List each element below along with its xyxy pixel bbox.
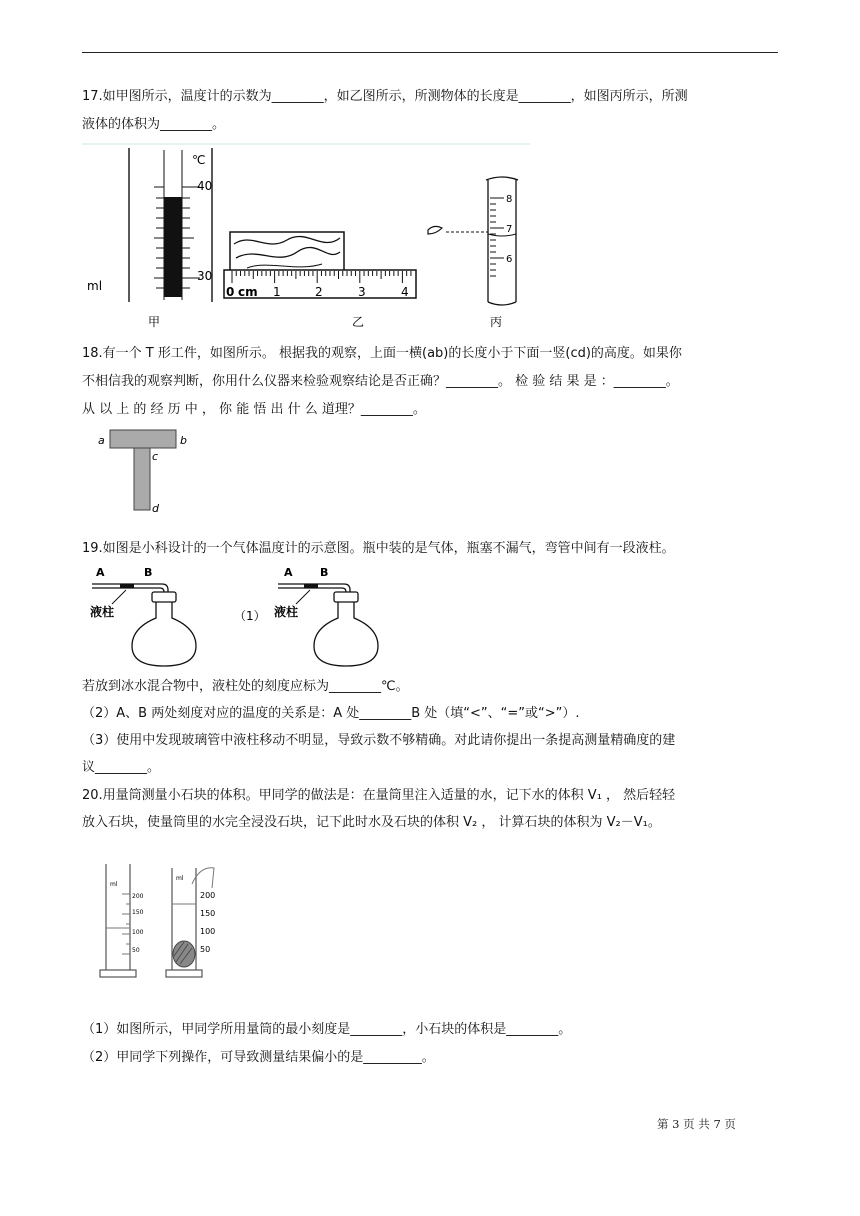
label-A-right: A bbox=[284, 566, 293, 579]
gas-thermometer-figure bbox=[82, 562, 402, 674]
cyl1-150-label: 150 bbox=[132, 909, 144, 916]
cylinder-before bbox=[100, 864, 144, 977]
cyl-8-label: 8 bbox=[506, 194, 513, 205]
cyl-7-label: 7 bbox=[506, 224, 513, 235]
cyl2-50-label: 50 bbox=[200, 945, 211, 954]
cyl1-ml-label: ml bbox=[110, 881, 118, 888]
label-B-left: B bbox=[144, 566, 153, 579]
ml-label: ml bbox=[87, 279, 103, 293]
q18-text-line3: 从 以 上 的 经 历 中 ， 你 能 悟 出 什 么 道理？________。 bbox=[82, 402, 426, 417]
caption-jia: 甲 bbox=[148, 315, 161, 329]
q19-text-line1: 19.如图是小科设计的一个气体温度计的示意图。瓶中装的是气体，瓶塞不漏气，弯管中间有一段液柱。 bbox=[82, 541, 675, 556]
ruler-zero-label: 0 bbox=[226, 285, 235, 299]
ruler-4-label: 4 bbox=[401, 285, 409, 299]
q18-text-line2: 不相信我的观察判断，你用什么仪器来检验观察结论是否正确？________。 检 验 结 果 是 ：________。 bbox=[82, 374, 679, 389]
q19-text-line4: （3）使用中发现玻璃管中液柱移动不明显，导致示数不够精确。对此请你提出一条提高测量精确度的建 bbox=[82, 733, 676, 748]
cylinder-diagram bbox=[428, 177, 518, 305]
tick-40-label: 40 bbox=[197, 179, 213, 193]
t-label-d: d bbox=[152, 502, 159, 515]
flask-diagram-right bbox=[274, 566, 378, 666]
celsius-label: ℃ bbox=[192, 153, 206, 167]
ruler-diagram bbox=[224, 232, 416, 299]
caption-yi: 乙 bbox=[352, 315, 365, 329]
label-A-left: A bbox=[96, 566, 105, 579]
cylinder-after bbox=[166, 868, 215, 977]
t-label-b: b bbox=[180, 434, 187, 447]
cyl2-150-label: 150 bbox=[200, 909, 216, 918]
q20-text-line4: （2）甲同学下列操作，可导致测量结果偏小的是_________。 bbox=[82, 1050, 435, 1065]
label-liquid-left: 液柱 bbox=[90, 605, 115, 619]
cyl2-200-label: 200 bbox=[200, 891, 216, 900]
q19-text-line2: 若放到冰水混合物中，液柱处的刻度应标为________℃。 bbox=[82, 679, 409, 694]
q20-text-line1: 20.用量筒测量小石块的体积。甲同学的做法是：在量筒里注入适量的水，记下水的体积 V₁ ， 然后轻轻 bbox=[82, 788, 676, 803]
cyl-6-label: 6 bbox=[506, 254, 513, 265]
label-liquid-right: 液柱 bbox=[274, 605, 299, 619]
cyl2-ml-label: ml bbox=[176, 875, 184, 882]
q18-text-line1: 18.有一个 T 形工件，如图所示。 根据我的观察，上面一横(ab)的长度小于下面一竖(cd)的高度。如果你 bbox=[82, 346, 682, 361]
q19-text-line3: （2）A、B 两处刻度对应的温度的关系是：A 处________B 处（填“<”、“=”或“>”）. bbox=[82, 706, 580, 721]
ruler-3-label: 3 bbox=[358, 285, 366, 299]
caption-bing: 丙 bbox=[490, 315, 503, 329]
thermometer-diagram bbox=[87, 148, 212, 302]
q20-text-line2: 放入石块，使量筒里的水完全浸没石块，记下此时水及石块的体积 V₂ ， 计算石块的体积为 V₂－V₁。 bbox=[82, 815, 661, 830]
measuring-cylinders-figure bbox=[96, 858, 226, 982]
ruler-1-label: 1 bbox=[273, 285, 281, 299]
part1-label: （1） bbox=[234, 609, 266, 623]
cyl1-200-label: 200 bbox=[132, 893, 144, 900]
cyl1-50-label: 50 bbox=[132, 947, 140, 954]
tick-30-label: 30 bbox=[197, 269, 213, 283]
t-shape-figure bbox=[96, 424, 206, 516]
cyl1-100-label: 100 bbox=[132, 929, 144, 936]
ruler-cm-label: cm bbox=[238, 285, 258, 299]
ruler-2-label: 2 bbox=[315, 285, 323, 299]
t-label-c: c bbox=[152, 450, 159, 463]
flask-diagram-left bbox=[90, 566, 196, 666]
q19-text-line5: 议________。 bbox=[82, 760, 161, 775]
t-label-a: a bbox=[98, 434, 105, 447]
q17-figure bbox=[82, 142, 532, 332]
q17-text-line1: 17.如甲图所示，温度计的示数为________，如乙图所示，所测物体的长度是________，如图丙所示，所测 bbox=[82, 89, 688, 104]
label-B-right: B bbox=[320, 566, 329, 579]
eye-icon bbox=[428, 226, 442, 234]
cyl2-100-label: 100 bbox=[200, 927, 216, 936]
page-footer: 第 3 页 共 7 页 bbox=[657, 1117, 736, 1131]
q17-text-line2: 液体的体积为________。 bbox=[82, 117, 226, 132]
header-rule bbox=[82, 52, 778, 53]
q20-text-line3: （1）如图所示，甲同学所用量筒的最小刻度是________，小石块的体积是________。 bbox=[82, 1022, 572, 1037]
